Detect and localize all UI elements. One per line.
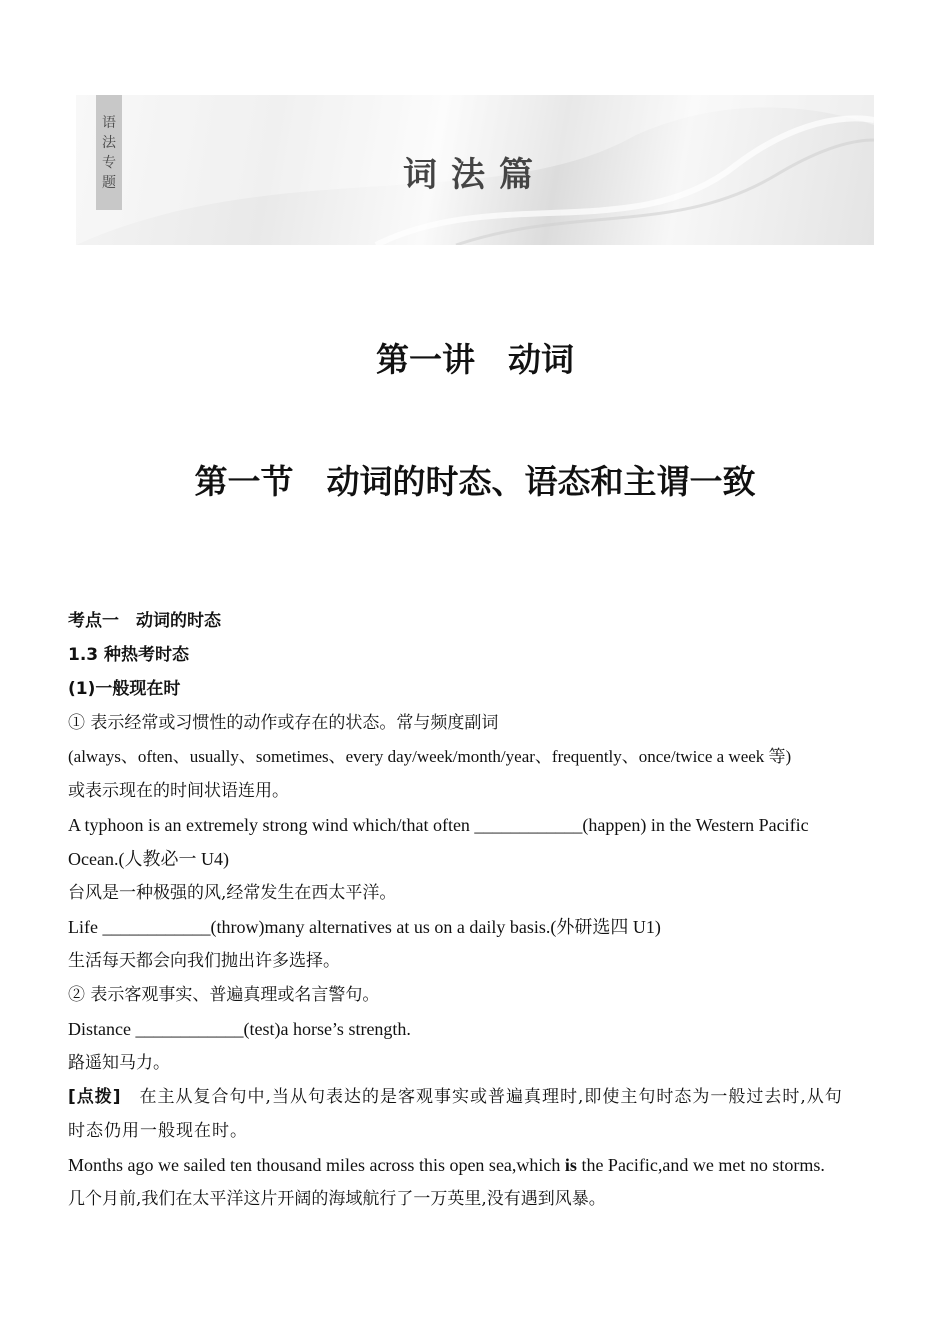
translation: 生活每天都会向我们抛出许多选择。: [68, 951, 340, 971]
translation: 路遥知马力。: [68, 1053, 170, 1073]
side-tab-char: 专: [102, 154, 116, 171]
text-line: ② 表示客观事实、普遍真理或名言警句。: [68, 985, 380, 1005]
example-sentence: [68, 1148, 888, 1182]
text-line: 或表示现在的时间状语连用。: [68, 781, 289, 801]
example-sentence: Life ____________(throw)many alternatives at us on a daily basis.(外研选四 U1): [68, 917, 661, 937]
text-line: (always、often、usually、sometimes、every day/week/month/year、frequently、once/twice a week 等): [68, 747, 792, 766]
subheading: 1.3 种热考时态: [68, 645, 190, 665]
lecture-title: 第一讲 动词: [376, 340, 574, 379]
banner-title: 词法篇: [403, 155, 547, 195]
tip-text: 在主从复合句中,当从句表达的是客观事实或普遍真理时,即使主句时态为一般过去时,从句: [121, 1087, 843, 1107]
translation: 台风是一种极强的风,经常发生在西太平洋。: [68, 883, 397, 903]
tip-label: [点拨]: [68, 1087, 122, 1107]
side-tab-char: 法: [102, 134, 116, 151]
tip-block: [68, 1080, 888, 1114]
example-sentence: A typhoon is an extremely strong wind which/that often ____________(happen) in the Western Pacific: [68, 815, 809, 835]
header-banner: [76, 95, 874, 245]
example-sentence: Distance ____________(test)a horse’s strength.: [68, 1019, 411, 1039]
translation: 几个月前,我们在太平洋这片开阔的海域航行了一万英里,没有遇到风暴。: [68, 1189, 606, 1209]
side-tab-char: 语: [102, 114, 116, 131]
kaodian-heading: 考点一 动词的时态: [68, 611, 221, 631]
text-line: ① 表示经常或习惯性的动作或存在的状态。常与频度副词: [68, 713, 499, 733]
sentence-part: Months ago we sailed ten thousand miles across this open sea,which: [68, 1155, 565, 1175]
highlighted-verb: is: [564, 1155, 577, 1175]
subheading: (1)一般现在时: [68, 679, 181, 699]
sentence-part: the Pacific,and we met no storms.: [576, 1155, 825, 1175]
main-content: [68, 604, 888, 1216]
section-title: 第一节 动词的时态、语态和主谓一致: [194, 462, 756, 501]
tip-text-continued: 时态仍用一般现在时。: [68, 1121, 248, 1141]
example-sentence: Ocean.(人教必一 U4): [68, 849, 229, 869]
side-tab-char: 题: [102, 174, 116, 191]
